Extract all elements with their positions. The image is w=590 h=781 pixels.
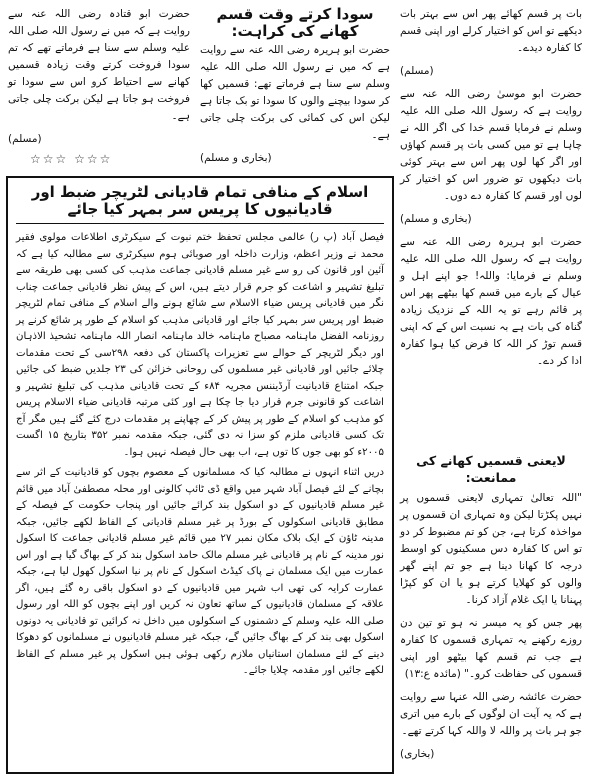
right-lower-para-1: "اللہ تعالیٰ تمہاری لایعنی قسموں پر نہیں پکڑتا لیکن وہ تمہاری ان قسموں پر مواخذہ کرتا ہے، جن کو تم مضبوط کر دو تو اس کا کفارہ دس مسکینوں کو اوسط درجہ کا کھانا دینا ہے جو تم اپنے گھر والوں کو کھلایا کرتے ہو یا ان کو کپڑا پہنانا یا ایک غلام آزاد کرنا۔ — [400, 492, 582, 606]
middle-column — [200, 6, 390, 173]
right-para-1-reference: (مسلم) — [400, 65, 434, 77]
news-para-2: دریں اثناء انہوں نے مطالبہ کیا کہ مسلمانوں کے معصوم بچوں کو قادیانیت کے اثر سے بچانے کے لئے فیصل آباد شہر میں واقع ڈی ٹائپ کالونی اور محلہ مصطفیٰ آباد میں قائم غیر مسلم قادیانیوں کے دو اسکول بند کرائے جائیں اور پنجاب حکومت کے فیصلہ کے مطابق قادیانی اسکولوں کے بورڈ پر غیر مسلم قادیانی کے الفاظ لکھے جائیں، جبکہ مدینہ ٹاؤن کے ایک بلاک مکان نمبر ۲۷ میں قائم غیر مسلم قادیانی جماعت کا اسکول نور مدینہ کے نام پر قادیانی غیر مسلم مالک حامد اسکول بند کر کے بھاگ گیا ہے اور اس عمارت میں ایک مسلمان نے پاک کیڈٹ اسکول کے نام پر نیا اسکول کھول لیا ہے، جبکہ عمارت کرایہ کی تھی اب شہر میں قادیانیوں کے دو اسکول باقی رہ گئے ہیں، اگر علاقہ کے مسلمان قادیانیوں کے ساتھ تعاون نہ کریں اور اپنے بچوں کو اللہ اور رسول صلی اللہ علیہ وسلم کے دشمنوں کے اسکولوں میں داخل نہ کرائیں تو قادیانی یہ دونوں اسکول بھی بند کر کے بھاگ جائیں گے، جبکہ غیر مسلم قادیانیوں نے مسلمانوں کو دھوکا دینے کے لئے مسلمان استانیاں ملازم رکھی ہوئی ہیں اسکول پر غیر مسلم کے الفاظ لکھے جائیں اور مقدمہ چلایا جائے۔ — [16, 467, 384, 676]
right-column — [400, 6, 582, 376]
right-column-lower — [400, 452, 582, 769]
left-para-1: حضرت ابو قتادہ رضی اللہ عنہ سے روایت ہے کہ میں نے رسول اللہ صلی اللہ علیہ وسلم سے سنا ہے فرماتے تھے کہ تم سودا فروخت کرتے وقت زیادہ قسمیں کھانے سے احتیاط کرو اس سے سودا تو فروخت ہو جاتا ہے لیکن برکت چلی جاتی ہے۔ — [8, 8, 190, 122]
middle-heading: سودا کرتے وقت قسم کھانے کی کراہت: — [216, 5, 374, 40]
news-para-1: فیصل آباد (پ ر) عالمی مجلس تحفظ ختم نبوت کے سیکرٹری اطلاعات مولوی فقیر محمد نے وزیر اعظم، وزارت داخلہ اور صوبائی ہوم سیکرٹری سے مطالبہ کیا ہے کہ آئین اور قانون کی رو سے غیر مسلم قادیانی جماعت مذہب کی کسی بھی طریقہ سے تبلیغ تشہیر و اشاعت کو جرم قرار دیتے ہیں، اس کے پیش نظر قادیانی جماعت چناب نگر میں قادیانی پریس ضیاء الاسلام سے شائع ہونے والے اسلام کے منافی تمام لٹریچر ضبط اور پریس سر بمہر کیا جائے اور قادیانی مذہب کو اسلام کے طور پر شائع کرنے پر روزنامہ الفضل ماہنامہ مصباح ماہنامہ خالد ماہنامہ انصار اللہ ماہنامہ تشحیذ الاذہان اور دیگر لٹریچر کے حوالے سے تعزیرات پاکستان کی دفعہ ۲۹۸سی کے تحت مقدمات چلائے جائیں اور قادیانی غیر مسلموں کی روحانی خزائن کی ۲۳ جلدیں ضبط کی جائیں جبکہ امتناع قادیانیت آرڈیننس مجریہ ۸۴ء کے تحت قادیانی مذہب کی تبلیغ تشہیر و اشاعت کو قانونی جرم قرار دیا جا چکا ہے اور کئی مرتبہ قادیانی ضیاء الاسلام پریس کو مذہب کو اسلام کے طور پر پیش کر کے چھاپنے پر مقدمات درج کئے گئے ہیں مگر آج تک کسی قادیانی ملزم کو سزا نہ دی گئی، جبکہ مقدمہ نمبر ۳۵۲ بتاریخ ۱۵ اگست ۲۰۰۵ء کو بھی جوں کا توں ہے، اب بھی حال فیصلہ نہیں ہوا۔ — [16, 232, 384, 458]
right-lower-para-3-reference: (بخاری) — [400, 748, 435, 760]
left-column — [8, 6, 190, 154]
news-box — [6, 176, 394, 774]
star-divider: ☆☆☆ ☆☆☆ — [30, 152, 113, 166]
middle-para-1-reference: (بخاری و مسلم) — [200, 152, 272, 164]
right-para-3: حضرت ابو ہریرہ رضی اللہ عنہ سے روایت ہے کہ رسول اللہ صلی اللہ علیہ وسلم نے فرمایا: واللہ! جو اپنے اہل و عیال کے بارے میں قسم کھا بیٹھے پھر اس پر قائم رہے تو یہ اللہ کے نزدیک زیادہ گناہ کی بات ہے بہ نسبت اس کے کہ اپنی قسم توڑ کر اللہ کا فرض کیا ہوا کفارہ ادا کر دے۔ — [400, 236, 582, 367]
right-lower-para-2: پھر جس کو یہ میسر نہ ہو تو تین دن روزے رکھنے یہ تمہاری قسموں کا کفارہ ہے جب تم قسم کھا بیٹھو اور اپنی قسموں کی حفاظت کرو۔" (مائدہ ع:۱۳) — [400, 617, 582, 680]
right-para-2-reference: (بخاری و مسلم) — [400, 213, 472, 225]
left-para-1-reference: (مسلم) — [8, 133, 42, 145]
news-headline: اسلام کے منافی تمام قادیانی لٹریچر ضبط اور قادیانیوں کا پریس سر بمہر کیا جائے — [16, 184, 384, 224]
right-para-2: حضرت ابو موسیٰ رضی اللہ عنہ سے روایت ہے کہ رسول اللہ صلی اللہ علیہ وسلم نے فرمایا قسم خدا کی اگر اللہ نے چاہا ہے تو میں کسی بات پر قسم کھاؤں اور اگر کھا لوں پھر اس سے بہتر کوئی بات دیکھوں تو ضرور اس کو اختیار کر لوں اور قسم کا کفارہ دے دوں۔ — [400, 88, 582, 202]
middle-para-1: حضرت ابو ہریرہ رضی اللہ عنہ سے روایت ہے کہ میں نے رسول اللہ صلی اللہ علیہ وسلم سے سنا ہے فرماتے تھے: قسمیں کھا کر سودا بیچنے والوں کا سودا تو بک جاتا ہے لیکن اس کی کمائی کی برکت چلی جاتی ہے۔ — [200, 44, 390, 141]
right-lower-heading: لایعنی قسمیں کھانے کی ممانعت: — [416, 453, 566, 485]
right-para-1: بات پر قسم کھائے پھر اس سے بہتر بات دیکھے تو اس کو اختیار کرلے اور اپنی قسم کا کفارہ دیدے۔ — [400, 8, 582, 54]
right-lower-para-3: حضرت عائشہ رضی اللہ عنہا سے روایت ہے کہ یہ آیت ان لوگوں کے بارے میں اتری جو ہر بات پر واللہ لا واللہ کہا کرتے تھے۔ — [400, 691, 582, 737]
